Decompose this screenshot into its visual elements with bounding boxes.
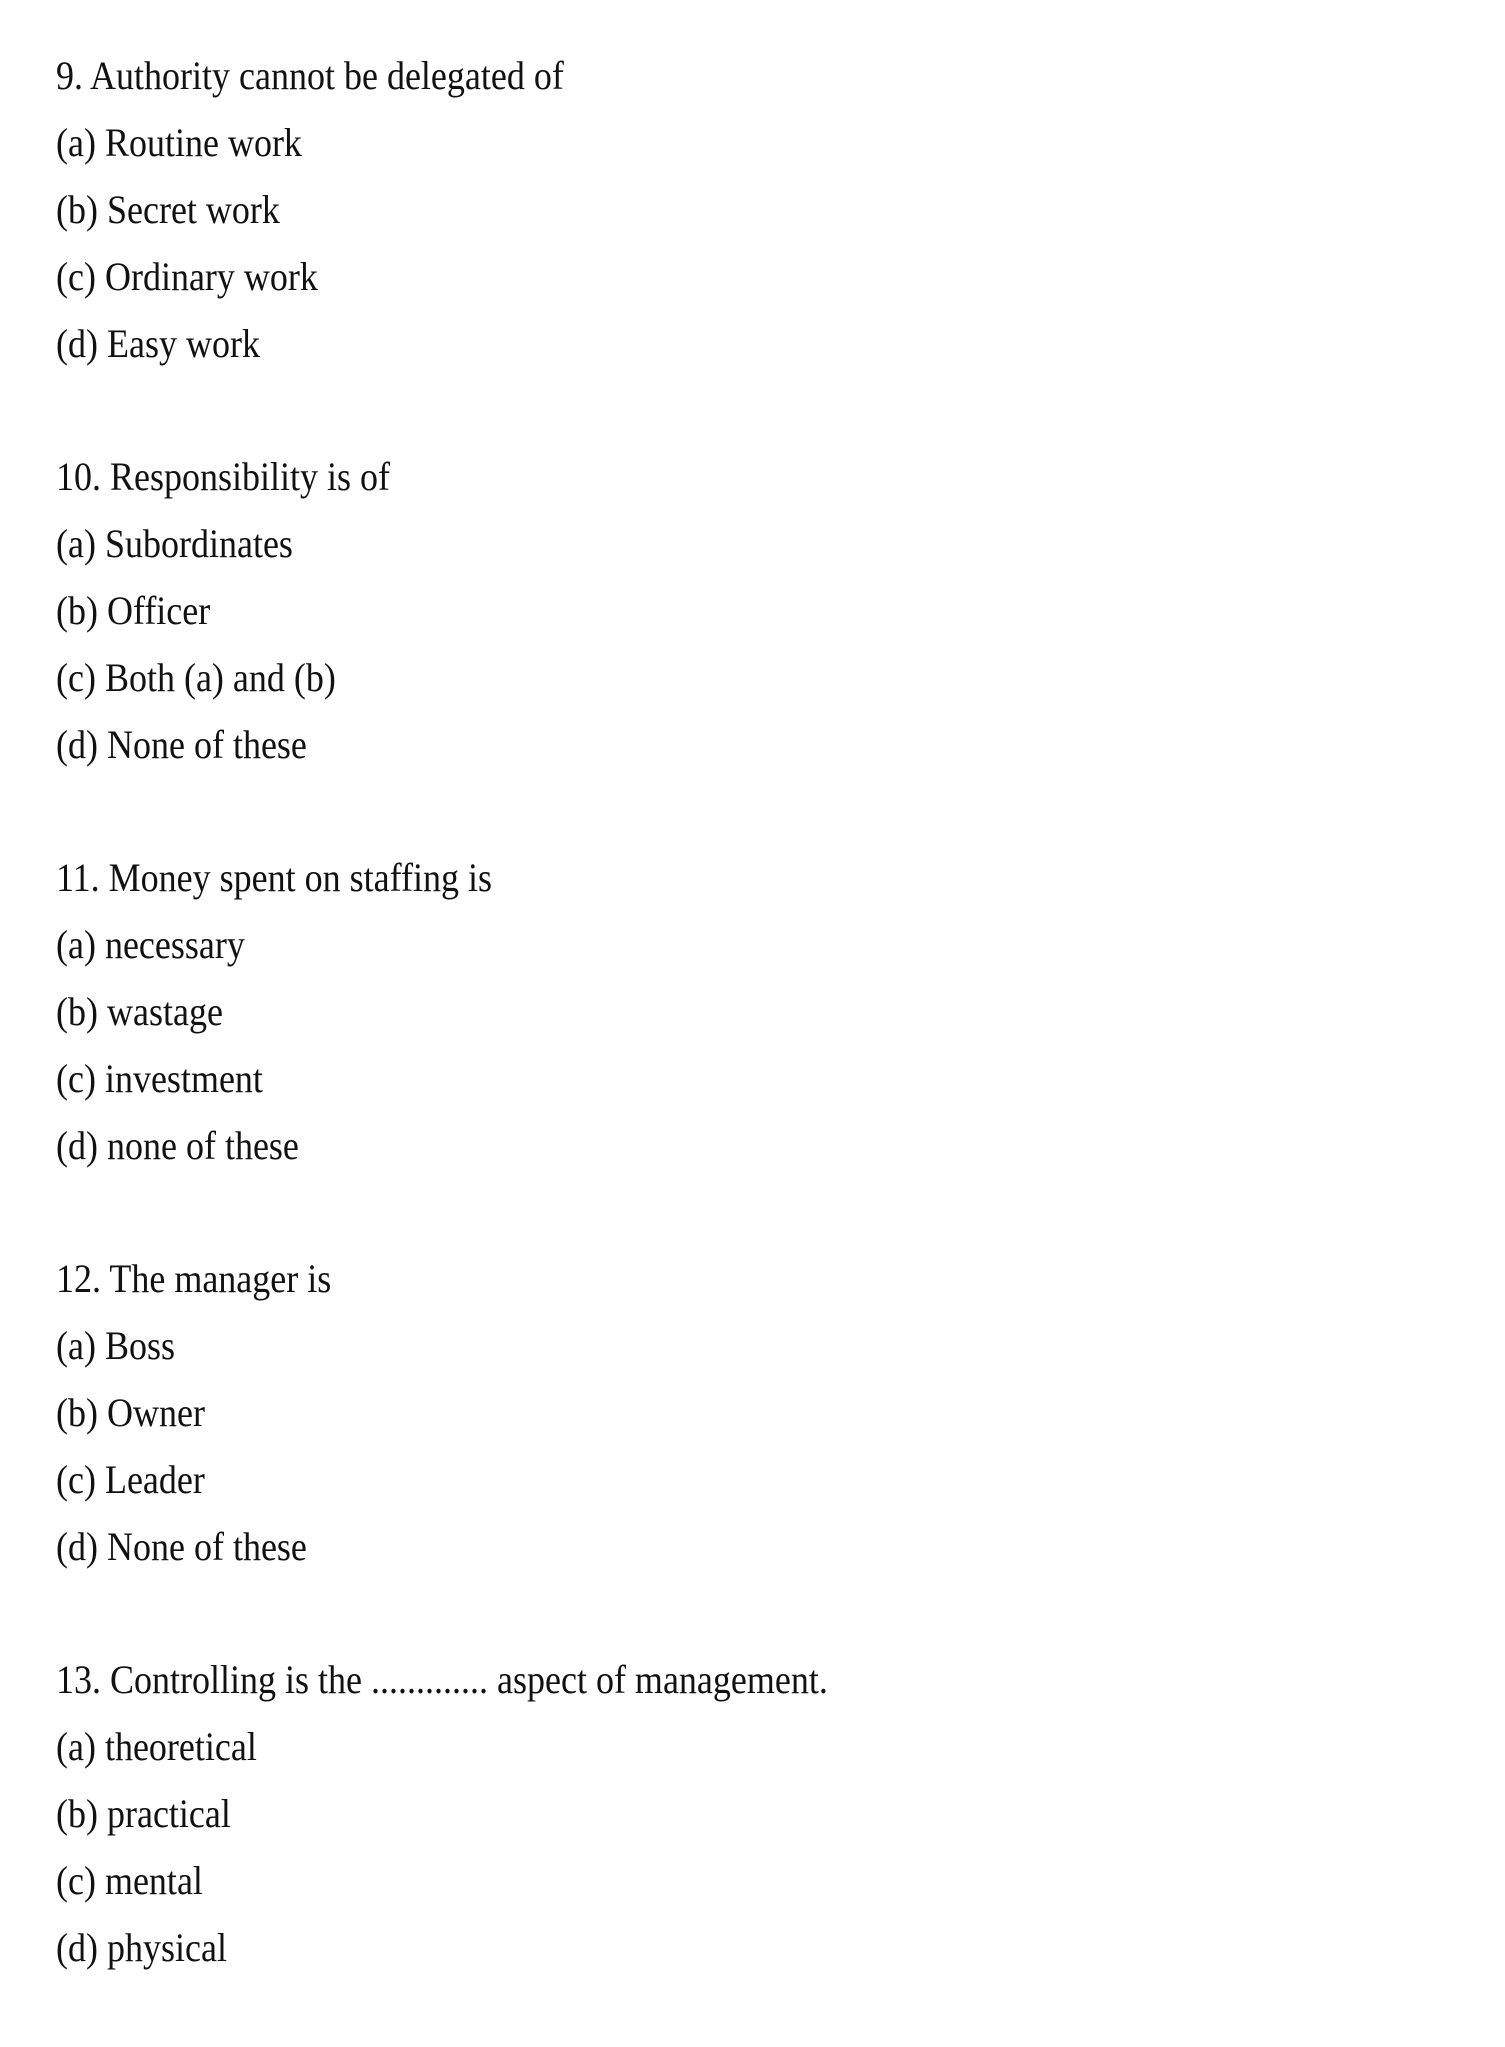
answer-option: (d) Easy work xyxy=(56,321,260,366)
answer-option: (c) mental xyxy=(56,1858,203,1903)
answer-option: (a) Boss xyxy=(56,1323,175,1368)
question-10 xyxy=(56,443,914,778)
answer-option: (d) physical xyxy=(56,1925,227,1970)
answer-option: (b) Secret work xyxy=(56,187,280,232)
answer-option: (c) Both (a) and (b) xyxy=(56,655,336,700)
answer-option: (b) wastage xyxy=(56,989,223,1034)
answer-option: (d) None of these xyxy=(56,722,307,767)
question-list xyxy=(56,42,914,2047)
answer-option: (b) Owner xyxy=(56,1390,205,1435)
question-stem: 11. Money spent on staffing is xyxy=(56,855,492,900)
question-9 xyxy=(56,42,914,377)
question-stem: 13. Controlling is the ............. aspect of management. xyxy=(56,1657,828,1702)
answer-option: (c) Ordinary work xyxy=(56,254,318,299)
answer-option: (a) Subordinates xyxy=(56,521,293,566)
answer-option: (c) investment xyxy=(56,1056,263,1101)
question-stem: 9. Authority cannot be delegated of xyxy=(56,53,564,98)
question-11 xyxy=(56,844,914,1179)
answer-option: (b) practical xyxy=(56,1791,231,1836)
question-12 xyxy=(56,1245,914,1580)
answer-option: (a) Routine work xyxy=(56,120,302,165)
answer-option: (d) None of these xyxy=(56,1524,307,1569)
answer-option: (a) necessary xyxy=(56,922,245,967)
answer-option: (d) none of these xyxy=(56,1123,299,1168)
question-13 xyxy=(56,1646,914,1981)
question-stem: 10. Responsibility is of xyxy=(56,454,391,499)
question-stem: 12. The manager is xyxy=(56,1256,332,1301)
answer-option: (a) theoretical xyxy=(56,1724,257,1769)
answer-option: (b) Officer xyxy=(56,588,211,633)
answer-option: (c) Leader xyxy=(56,1457,205,1502)
